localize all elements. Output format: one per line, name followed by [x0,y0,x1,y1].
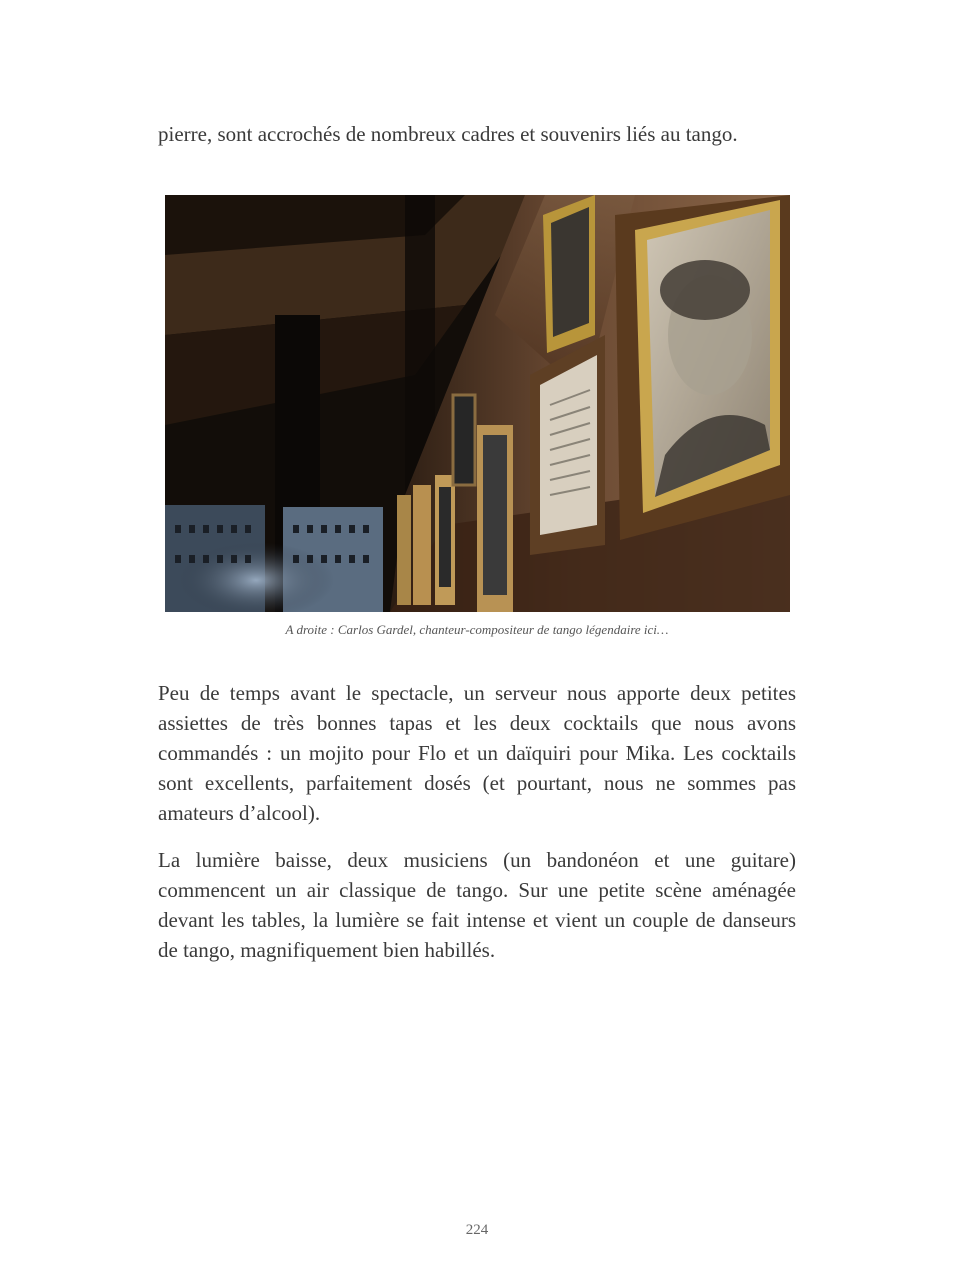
paragraph-musicians: La lumière baisse, deux musiciens (un bandonéon et une guitare) commencent un air classique de tango. Sur une petite scène aménagée devant les tables, la lumière se fait intense et vient un couple de danseurs de tango, magnifiquement bien habillés. [158,848,796,962]
paragraph-continuation: pierre, sont accrochés de nombreux cadres et souvenirs liés au tango. [158,122,738,146]
paragraph-cocktails: Peu de temps avant le spectacle, un serveur nous apporte deux petites assiettes de très bonnes tapas et les deux cocktails que nous avons commandés : un mojito pour Flo et un daïquiri pour Mika. Les cocktails sont excellents, parfaitement dosés (et pourtant, nous ne sommes pas amateurs d’alcool). [158,681,796,825]
page-number: 224 [465,1222,489,1238]
bar-interior-photo [165,195,790,612]
figure-caption: A droite : Carlos Gardel, chanteur-compositeur de tango légendaire ici… [285,622,669,637]
